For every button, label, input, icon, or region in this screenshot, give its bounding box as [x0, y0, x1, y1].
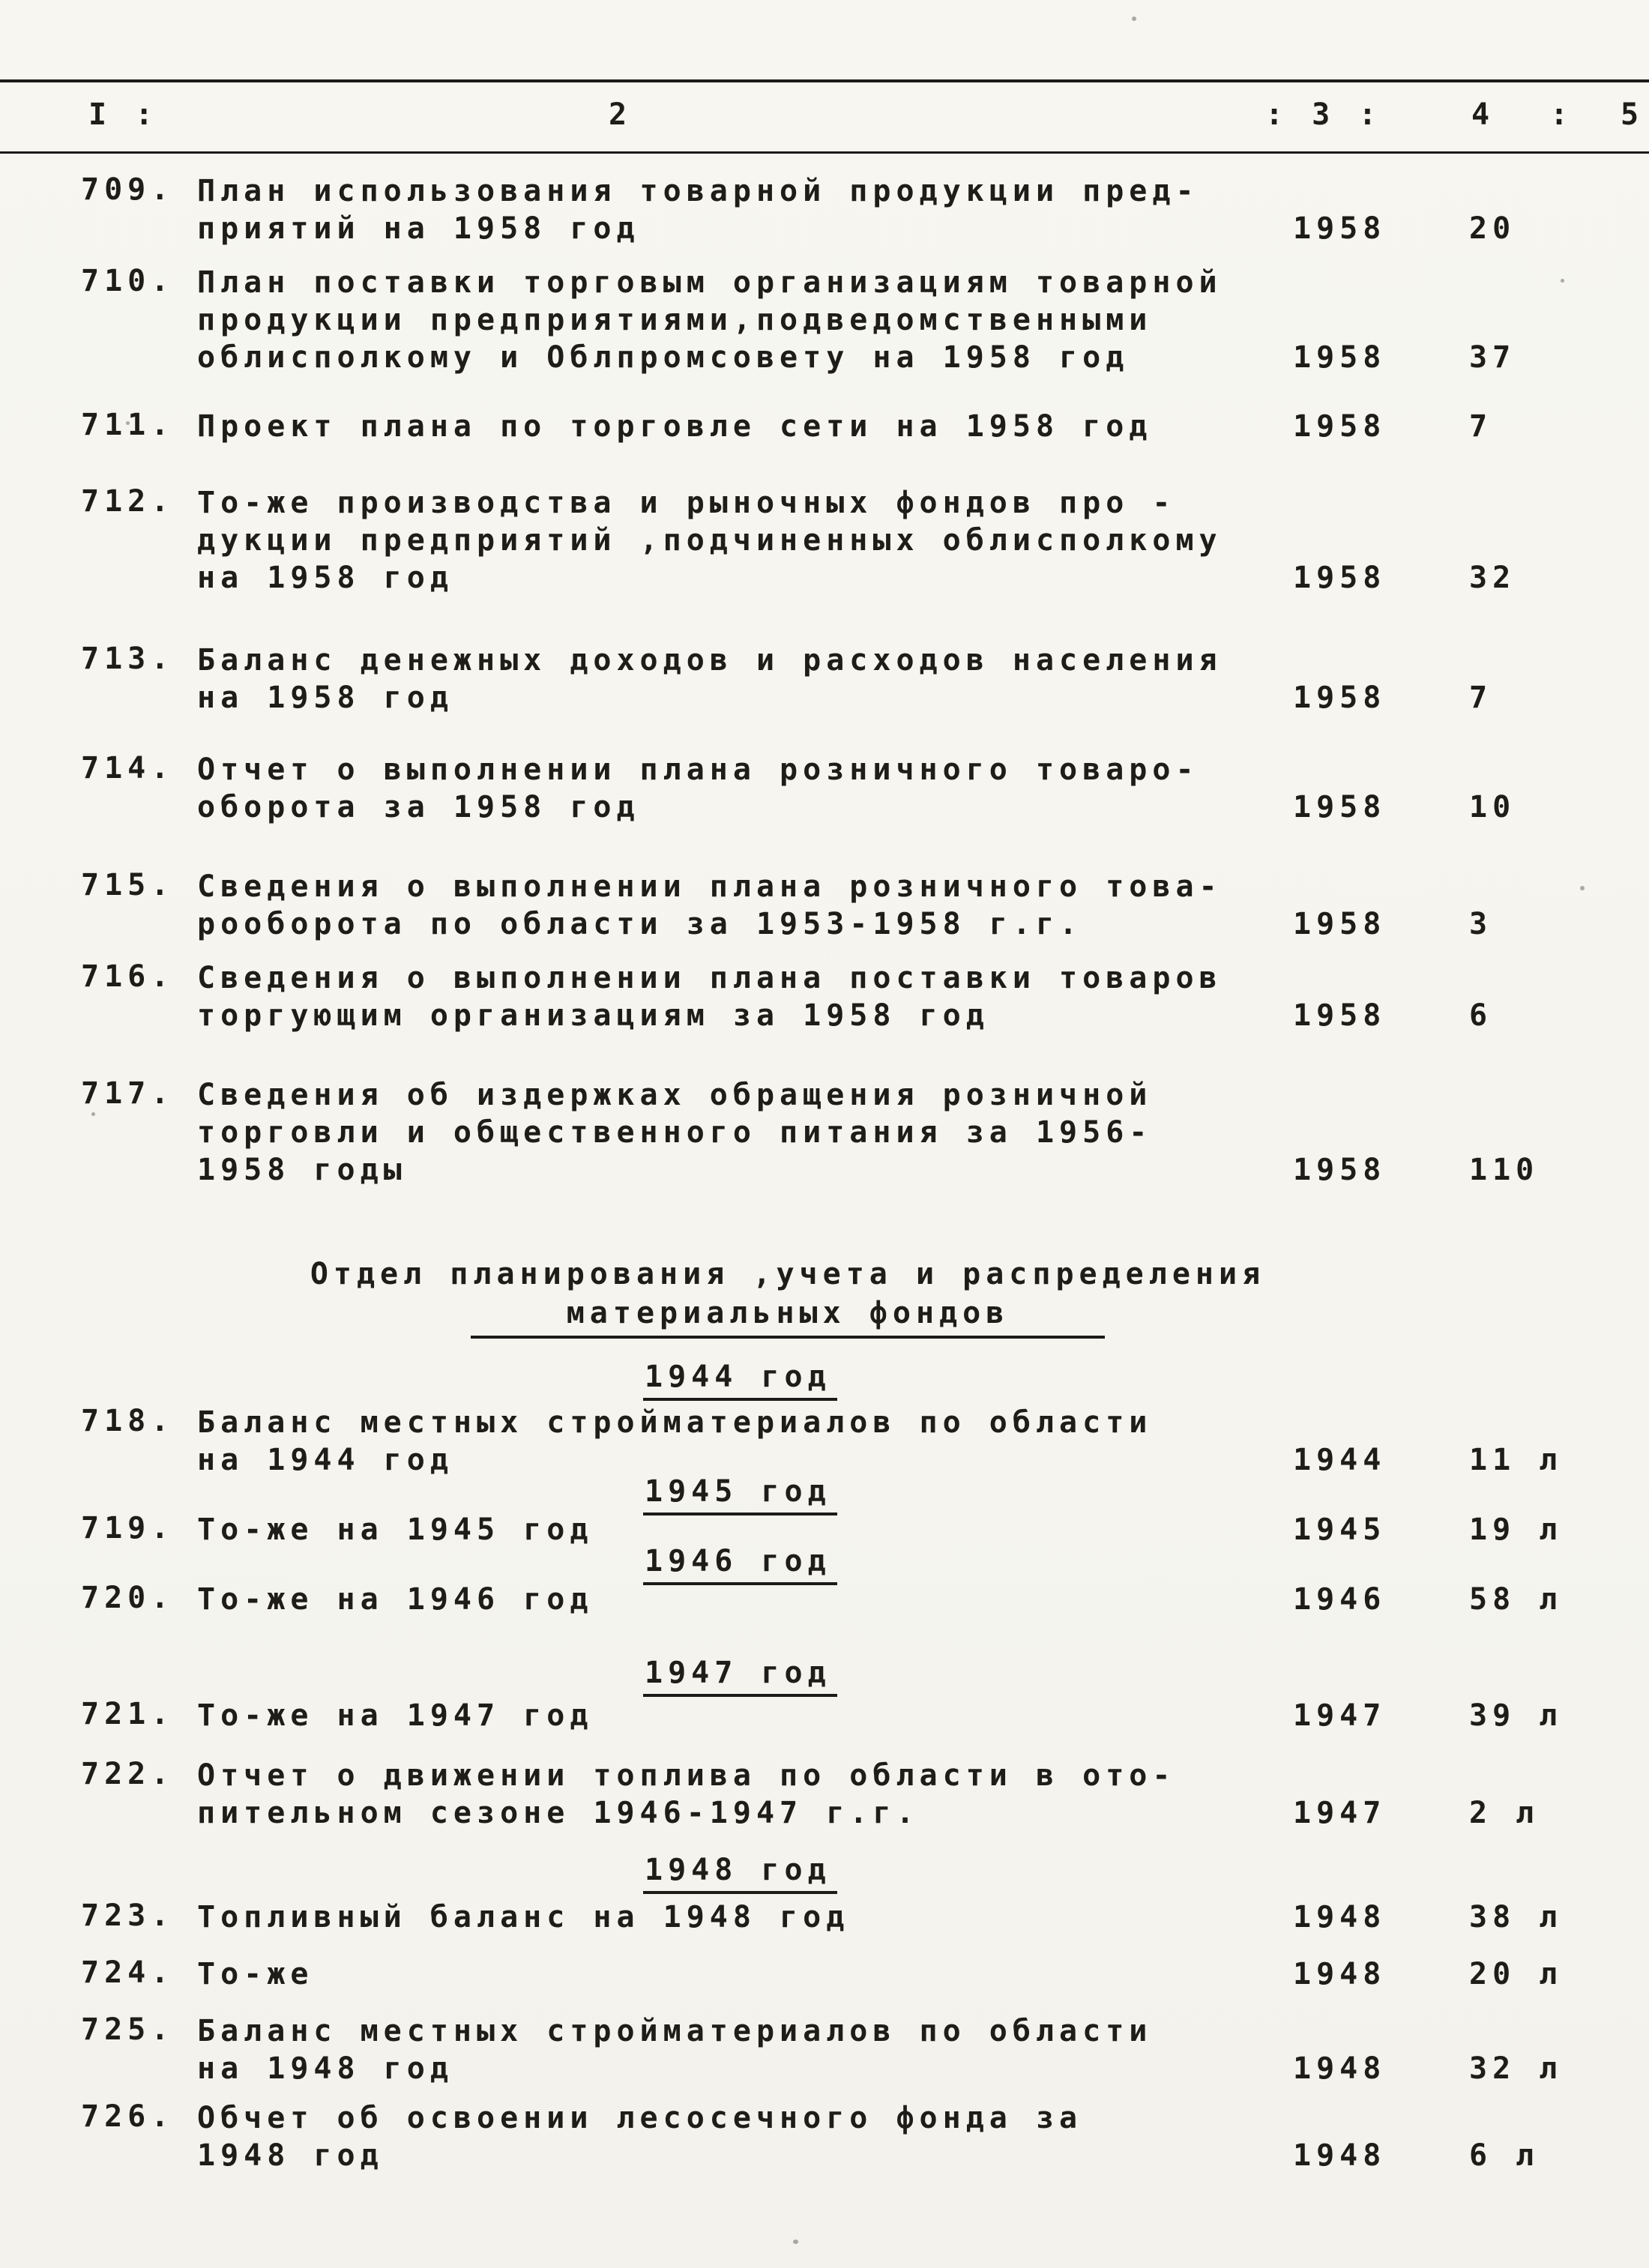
year-heading-row [0, 1473, 1649, 1515]
entry-number: 721. [81, 1697, 175, 1731]
entry-text [197, 1898, 1274, 1936]
entry-text [197, 959, 1274, 1034]
entry-pages: 11 л [1469, 1443, 1563, 1477]
entry-text-line: облисполкому и Облпромсовету на 1958 год [197, 340, 1130, 375]
table-row [0, 2012, 1649, 2087]
entry-pages: 32 [1469, 561, 1516, 595]
entry-text-line: Баланс денежных доходов и расходов населения [197, 643, 1223, 678]
entry-text-line: приятий на 1958 год [197, 211, 640, 246]
entry-text [197, 1581, 1274, 1618]
column-header-5: 5 [1621, 97, 1645, 132]
entry-text-line: План использования товарной продукции пред- [197, 174, 1199, 208]
entry-text-line: Баланс местных стройматериалов по области [197, 2014, 1153, 2048]
entry-number: 715. [81, 868, 175, 902]
entry-text [197, 2099, 1274, 2174]
entry-text [197, 751, 1274, 826]
column-header-row [0, 88, 1649, 148]
entry-year: 1958 [1293, 907, 1387, 941]
column-header-2: 2 [609, 97, 633, 132]
entry-year: 1948 [1293, 1900, 1387, 1934]
entry-pages: 38 л [1469, 1900, 1563, 1934]
entry-number: 726. [81, 2099, 175, 2134]
entry-text-line: на 1958 год [197, 681, 453, 715]
scan-speck [1132, 16, 1136, 21]
entry-pages: 19 л [1469, 1512, 1563, 1547]
table-row [0, 408, 1649, 445]
entry-number: 725. [81, 2012, 175, 2047]
entry-year: 1958 [1293, 681, 1387, 715]
entry-text [197, 484, 1274, 597]
entry-text-line: Сведения о выполнении плана поставки товаров [197, 961, 1223, 995]
entry-text-line: на 1944 год [197, 1443, 453, 1477]
entry-year: 1948 [1293, 1957, 1387, 1991]
entry-number: 724. [81, 1955, 175, 1990]
entry-pages: 2 л [1469, 1796, 1540, 1830]
year-heading-label: 1946 год [643, 1542, 837, 1585]
entry-year: 1958 [1293, 211, 1387, 246]
entry-year: 1944 [1293, 1443, 1387, 1477]
entry-text-line: То-же [197, 1957, 314, 1991]
entry-number: 714. [81, 751, 175, 785]
table-row [0, 1076, 1649, 1189]
table-row [0, 1955, 1649, 1993]
entry-pages: 7 [1469, 409, 1493, 444]
top-rule [0, 79, 1649, 82]
entry-number: 710. [81, 264, 175, 298]
entry-number: 712. [81, 484, 175, 519]
entry-number: 709. [81, 172, 175, 207]
entry-pages: 7 [1469, 681, 1493, 715]
entry-pages: 32 л [1469, 2051, 1563, 2086]
scan-speck [793, 2240, 798, 2244]
year-heading-label: 1944 год [643, 1358, 837, 1401]
entry-pages: 39 л [1469, 1698, 1563, 1733]
column-header-4: 4 [1471, 97, 1495, 132]
entry-pages: 6 л [1469, 2138, 1540, 2173]
entry-number: 719. [81, 1511, 175, 1545]
year-heading-row [0, 1542, 1649, 1585]
scan-speck [1561, 279, 1564, 283]
column-header-1: I : [88, 97, 159, 132]
table-row [0, 642, 1649, 717]
table-row [0, 2099, 1649, 2174]
year-heading-row [0, 1851, 1649, 1894]
entry-number: 717. [81, 1076, 175, 1111]
table-row [0, 868, 1649, 943]
entry-pages: 20 [1469, 211, 1516, 246]
table-row [0, 172, 1649, 247]
year-heading-label: 1947 год [643, 1654, 837, 1697]
entry-pages: 10 [1469, 790, 1516, 824]
entry-year: 1947 [1293, 1698, 1387, 1733]
entry-year: 1948 [1293, 2051, 1387, 2086]
entry-number: 716. [81, 959, 175, 994]
entry-number: 718. [81, 1404, 175, 1438]
entry-text-line: Топливный баланс на 1948 год [197, 1900, 850, 1934]
entry-text-line: 1958 годы [197, 1153, 407, 1187]
header-rule [0, 151, 1649, 154]
section-title [309, 1255, 1267, 1339]
table-row [0, 1757, 1649, 1832]
entry-text-line: пительном сезоне 1946-1947 г.г. [197, 1796, 920, 1830]
entry-year: 1958 [1293, 561, 1387, 595]
entry-number: 713. [81, 642, 175, 676]
entry-year: 1947 [1293, 1796, 1387, 1830]
rows [0, 172, 1649, 2174]
scan-speck [1580, 886, 1585, 890]
entry-text-line: То-же на 1947 год [197, 1698, 594, 1733]
entry-text-line: План поставки торговым организациям товарной [197, 265, 1223, 300]
entry-text-line: То-же на 1945 год [197, 1512, 594, 1547]
entry-text-line: Обчет об освоении лесосечного фонда за [197, 2101, 1083, 2135]
entry-text-line: торгующим организациям за 1958 год [197, 998, 989, 1033]
entry-text [197, 1757, 1274, 1832]
entry-year: 1948 [1293, 2138, 1387, 2173]
entry-year: 1958 [1293, 1153, 1387, 1187]
table-row [0, 1404, 1649, 1479]
entry-text-line: 1948 год [197, 2138, 384, 2173]
entry-text-line: на 1958 год [197, 561, 453, 595]
section-title-line1: Отдел планирования ,учета и распределения [310, 1257, 1266, 1291]
entry-text-line: оборота за 1958 год [197, 790, 640, 824]
entry-text [197, 408, 1274, 445]
entry-text-line: Отчет о движении топлива по области в ото- [197, 1758, 1176, 1793]
entry-year: 1958 [1293, 998, 1387, 1033]
scan-speck [91, 1112, 95, 1116]
entry-text-line: на 1948 год [197, 2051, 453, 2086]
table-row [0, 959, 1649, 1034]
entry-pages: 58 л [1469, 1582, 1563, 1617]
entry-text [197, 1955, 1274, 1993]
entry-text [197, 1697, 1274, 1734]
year-heading-row [0, 1654, 1649, 1697]
entry-text-line: То-же на 1946 год [197, 1582, 594, 1617]
entry-number: 711. [81, 408, 175, 442]
entry-text-line: продукции предприятиями,подведомственными [197, 303, 1153, 337]
year-heading-label: 1948 год [643, 1851, 837, 1894]
entry-text-line: Сведения о выполнении плана розничного това- [197, 869, 1223, 904]
entry-year: 1958 [1293, 790, 1387, 824]
entry-text [197, 2012, 1274, 2087]
section-title-line2: материальных фондов [471, 1294, 1106, 1339]
year-heading-label: 1945 год [643, 1473, 837, 1515]
entry-text [197, 1404, 1274, 1479]
entry-text [197, 868, 1274, 943]
entry-year: 1958 [1293, 409, 1387, 444]
entry-text-line: рооборота по области за 1953-1958 г.г. [197, 907, 1083, 941]
entry-number: 722. [81, 1757, 175, 1791]
entry-text-line: дукции предприятий ,подчиненных облисполкому [197, 523, 1223, 558]
entry-text [197, 1076, 1274, 1189]
entry-pages: 20 л [1469, 1957, 1563, 1991]
entry-number: 720. [81, 1581, 175, 1615]
entry-year: 1946 [1293, 1582, 1387, 1617]
entry-text-line: Сведения об издержках обращения розничной [197, 1078, 1153, 1112]
entry-text [197, 264, 1274, 376]
entry-pages: 37 [1469, 340, 1516, 375]
entry-pages: 3 [1469, 907, 1493, 941]
entry-year: 1958 [1293, 340, 1387, 375]
scan-speck [126, 421, 130, 425]
entry-text-line: Баланс местных стройматериалов по области [197, 1405, 1153, 1440]
entry-text [197, 642, 1274, 717]
entry-number: 723. [81, 1898, 175, 1933]
entry-year: 1945 [1293, 1512, 1387, 1547]
table-row [0, 484, 1649, 597]
entry-text-line: То-же производства и рыночных фондов про - [197, 486, 1176, 520]
column-header-separator: : [1550, 97, 1574, 132]
year-heading-row [0, 1358, 1649, 1401]
table-row [0, 751, 1649, 826]
entry-text-line: Проект плана по торговле сети на 1958 год [197, 409, 1153, 444]
entry-text [197, 172, 1274, 247]
entry-text-line: торговли и общественного питания за 1956- [197, 1115, 1153, 1150]
entry-pages: 6 [1469, 998, 1493, 1033]
entry-text-line: Отчет о выполнении плана розничного товаро- [197, 753, 1199, 787]
table-row [0, 1697, 1649, 1734]
column-header-3: : 3 : [1265, 97, 1382, 132]
table-row [0, 264, 1649, 376]
entry-pages: 110 [1469, 1153, 1540, 1187]
table-row [0, 1898, 1649, 1936]
table-row [0, 1581, 1649, 1618]
